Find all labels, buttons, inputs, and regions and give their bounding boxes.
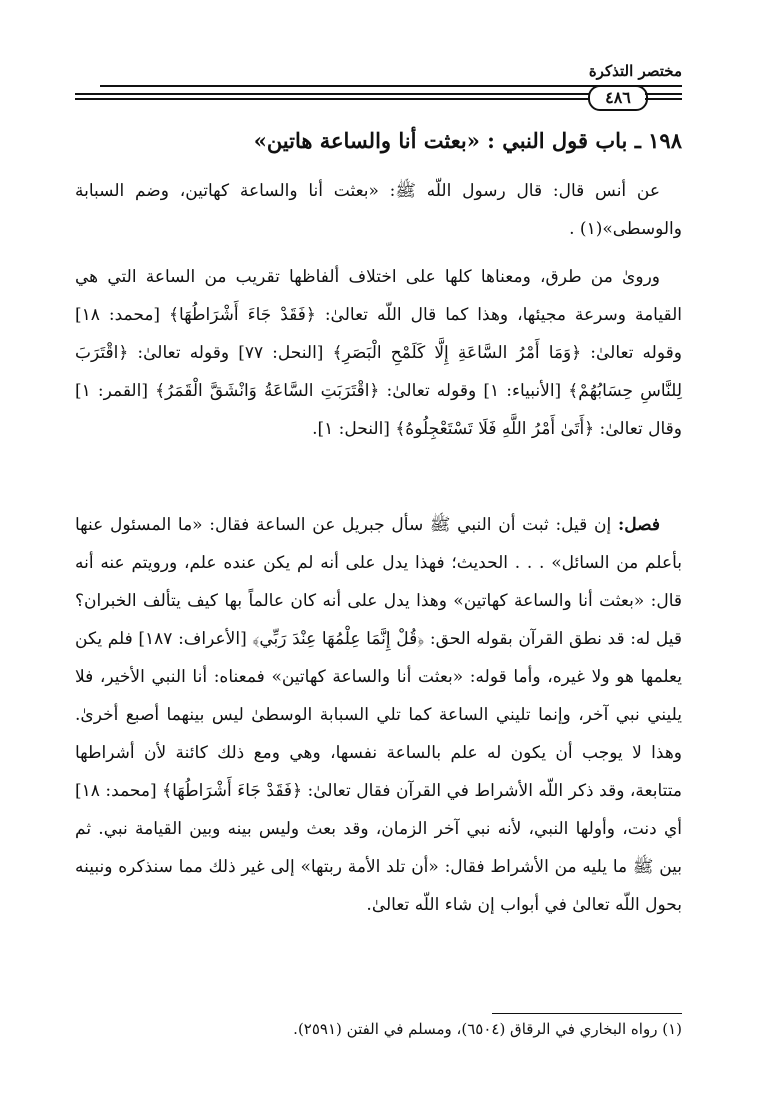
paragraph-fasl xyxy=(75,506,682,924)
page-number-ornament-right xyxy=(645,93,682,100)
fasl-label: فصل: xyxy=(617,515,661,535)
paragraph-2: وروىٰ من طرق، ومعناها كلها على اختلاف ألفاظها تقريب من الساعة التي هي القيامة وسرعة مجيئها، وهذا كما قال اللّه تعالىٰ: ﴿فَقَدْ جَاءَ أَشْرَاطُهَا﴾ [محمد: ١٨] وقوله تعالىٰ: ﴿وَمَا أَمْرُ السَّاعَةِ إِلَّا كَلَمْحِ الْبَصَرِ﴾ [النحل: ٧٧] وقوله تعالىٰ: ﴿اقْتَرَبَ لِلنَّاسِ حِسَابُهُمْ﴾ [الأنبياء: ١] وقوله تعالىٰ: ﴿اقْتَرَبَتِ السَّاعَةُ وَانْشَقَّ الْقَمَرُ﴾ [القمر: ١] وقال تعالىٰ: ﴿أَتَىٰ أَمْرُ اللَّهِ فَلَا تَسْتَعْجِلُوهُ﴾ [النحل: ١]. xyxy=(75,267,682,439)
page-number: ٤٨٦ xyxy=(588,85,648,111)
footnote-rule xyxy=(492,1013,682,1014)
chapter-title: ١٩٨ ـ باب قول النبي : «بعثت أنا والساعة هاتين» xyxy=(253,128,682,153)
page-number-ornament-left xyxy=(75,93,589,100)
paragraph-3-body: إن قيل: ثبت أن النبي ﷺ سأل جبريل عن الساعة فقال: «ما المسئول عنها بأعلم من السائل» . . . الحديث؛ فهذا يدل على أنه لم يكن عنده علم، ورويتم عنه أنه قال: «بعثت أنا والساعة كهاتين» وهذا يدل على أنه كان عالماً بها كيف يتألف الخبران؟ قيل له: قد نطق القرآن بقوله الحق: ﴿قُلْ إِنَّمَا عِلْمُهَا عِنْدَ رَبِّي﴾ [الأعراف: ١٨٧] فلم يكن يعلمها هو ولا غيره، وأما قوله: «بعثت أنا والساعة كهاتين» فمعناه: أنا النبي الأخير، فلا يليني نبي آخر، وإنما تليني الساعة كما تلي السبابة الوسطىٰ ليس بينهما أصبع أخرىٰ. وهذا لا يوجب أن يكون له علم بالساعة نفسها، وهي ومع ذلك كائنة لأن أشراطها متتابعة، وقد ذكر اللّه الأشراط في القرآن فقال تعالىٰ: ﴿فَقَدْ جَاءَ أَشْرَاطُهَا﴾ [محمد: ١٨] أي دنت، وأولها النبي، لأنه نبي آخر الزمان، وقد بعث وليس بينه وبين القيامة نبي. ثم بين ﷺ ما يليه من الأشراط فقال: «أن تلد الأمة ربتها» إلى غير ذلك مما سنذكره ونبينه بحول اللّه تعالىٰ في أبواب إن شاء اللّه تعالىٰ. xyxy=(75,515,682,915)
paragraph-1: عن أنس قال: قال رسول اللّه ﷺ: «بعثت أنا والساعة كهاتين، وضم السبابة والوسطى»(١) . xyxy=(75,181,682,239)
footnote: (١) رواه البخاري في الرقاق (٦٥٠٤)، ومسلم في الفتن (٢٥٩١). xyxy=(293,1020,682,1038)
paragraph-3 xyxy=(75,506,682,924)
running-head: مختصر التذكرة xyxy=(588,62,682,80)
paragraph-commentary xyxy=(75,258,682,448)
paragraph-hadith xyxy=(75,172,682,248)
